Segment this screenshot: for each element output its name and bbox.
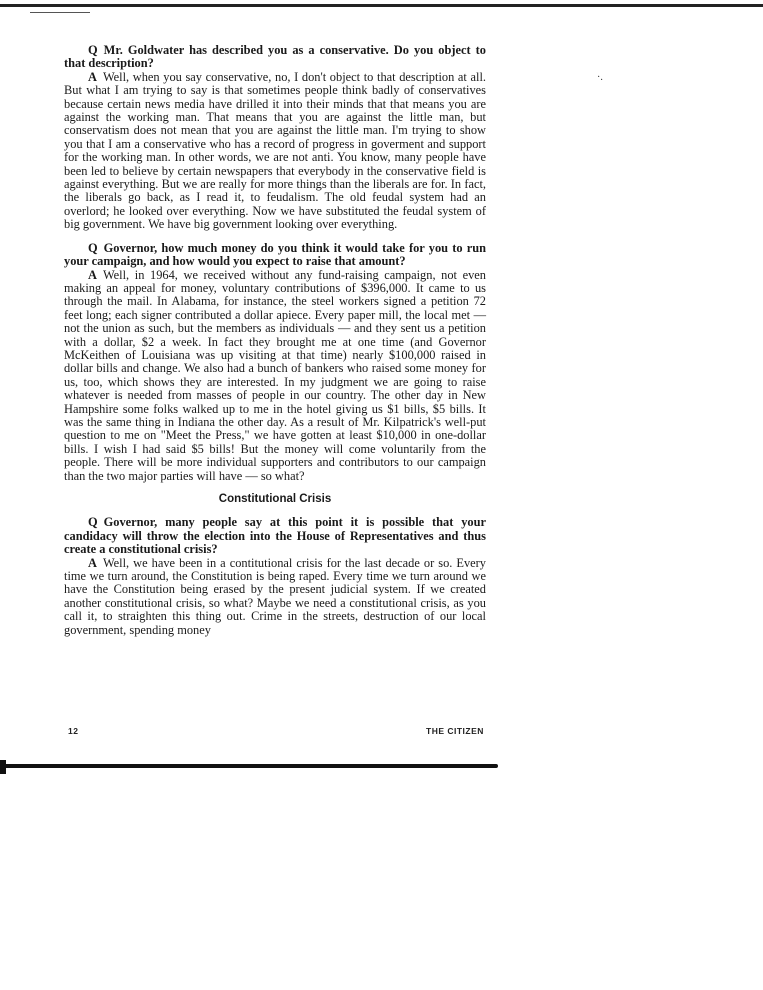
a-label: A <box>88 555 97 570</box>
question-1 <box>64 44 486 71</box>
answer-3-text: Well, we have been in a contitutional crisis for the last decade or so. Every time we turn around, the Constitution is being raped. Every time we turn around we have the Constitution being erased by the present judicial system. If we created another constitutional crisis, so what? Maybe we need a constitutional crisis, as you call it, to straighten this thing out. Crime in the streets, destruction of our local government, spending money <box>64 555 486 637</box>
a-label: A <box>88 69 97 84</box>
a-label: A <box>88 267 97 282</box>
answer-2-text: Well, in 1964, we received without any fund-raising campaign, not even making an appeal for money, voluntary contributions of $396,000. It came to us through the mail. In Alabama, for instance, the steel workers signed a petition 72 feet long; each signer contributed a dollar apiece. Every paper mill, the local met — not the union as such, but the members as individuals — and they sent us a petition with a dollar, $2 a week. In fact they brought me at one time (and Governor McKeithen of Louisiana was up visiting at that time) nearly $100,000 raised in dollar bills and change. We also had a bunch of bankers who raised some money for us, too, which shows they are interested. In my judgment we are going to raise whatever is needed from masses of people in our country. The other day in New Hampshire some folks walked up to me in the hotel giving us $1 bills, $5 bills. It was the same thing in Indiana the other day. As a result of Mr. Kilpatrick's well-put question to me on "Meet the Press," we have gotten at least $10,000 in one-dollar bills. I wish I had said $5 bills! But the money will come voluntarily from the people. There will be more individual supporters and contributors to our campaign than the two major parties will have — so what? <box>64 267 486 483</box>
magazine-name: THE CITIZEN <box>426 726 484 736</box>
q-label: Q <box>88 515 98 530</box>
question-3 <box>64 516 486 556</box>
article-column <box>64 44 486 637</box>
top-margin-mark <box>30 12 90 13</box>
scan-speck: ·. <box>597 72 603 83</box>
section-heading: Constitutional Crisis <box>218 493 332 505</box>
answer-3 <box>64 557 486 637</box>
question-2 <box>64 242 486 269</box>
top-border-rule <box>0 4 763 7</box>
answer-2 <box>64 269 486 484</box>
q-label: Q <box>88 43 98 57</box>
question-3-text: Governor, many people say at this point it is possible that your candidacy will throw the election into the House of Representatives and thus create a constitutional crisis? <box>64 515 486 557</box>
q-label: Q <box>88 240 98 255</box>
bottom-border-rule <box>4 764 498 768</box>
answer-1-text: Well, when you say conservative, no, I don't object to that description at all. But what I am trying to say is that sometimes people think badly of conservatives because certain news media have drilled it into their minds that that means you are against the working man. That means that you are against the little man, but conservatism does not mean that you are against the little man. I'm trying to show you that I am a conservative who has a record of progress in goverment and support for the working man. In other words, we are not anti. You know, many people have been led to believe by certain newspapers that everybody in the conservative field is against everything. But we are really for more things than the liberals are for. In fact, the liberals go back, as I read it, to feudalism. The old feudal system had an overlord; he looked over everything. Now we have substituted the feudal system of big government. We have big government looking over everything. <box>64 69 486 232</box>
question-1-text: Mr. Goldwater has described you as a conservative. Do you object to that description? <box>64 43 486 71</box>
question-2-text: Governor, how much money do you think it would take for you to run your campaign, and how would you expect to raise that amount? <box>64 240 486 269</box>
answer-1 <box>64 71 486 232</box>
page-number: 12 <box>68 726 79 736</box>
